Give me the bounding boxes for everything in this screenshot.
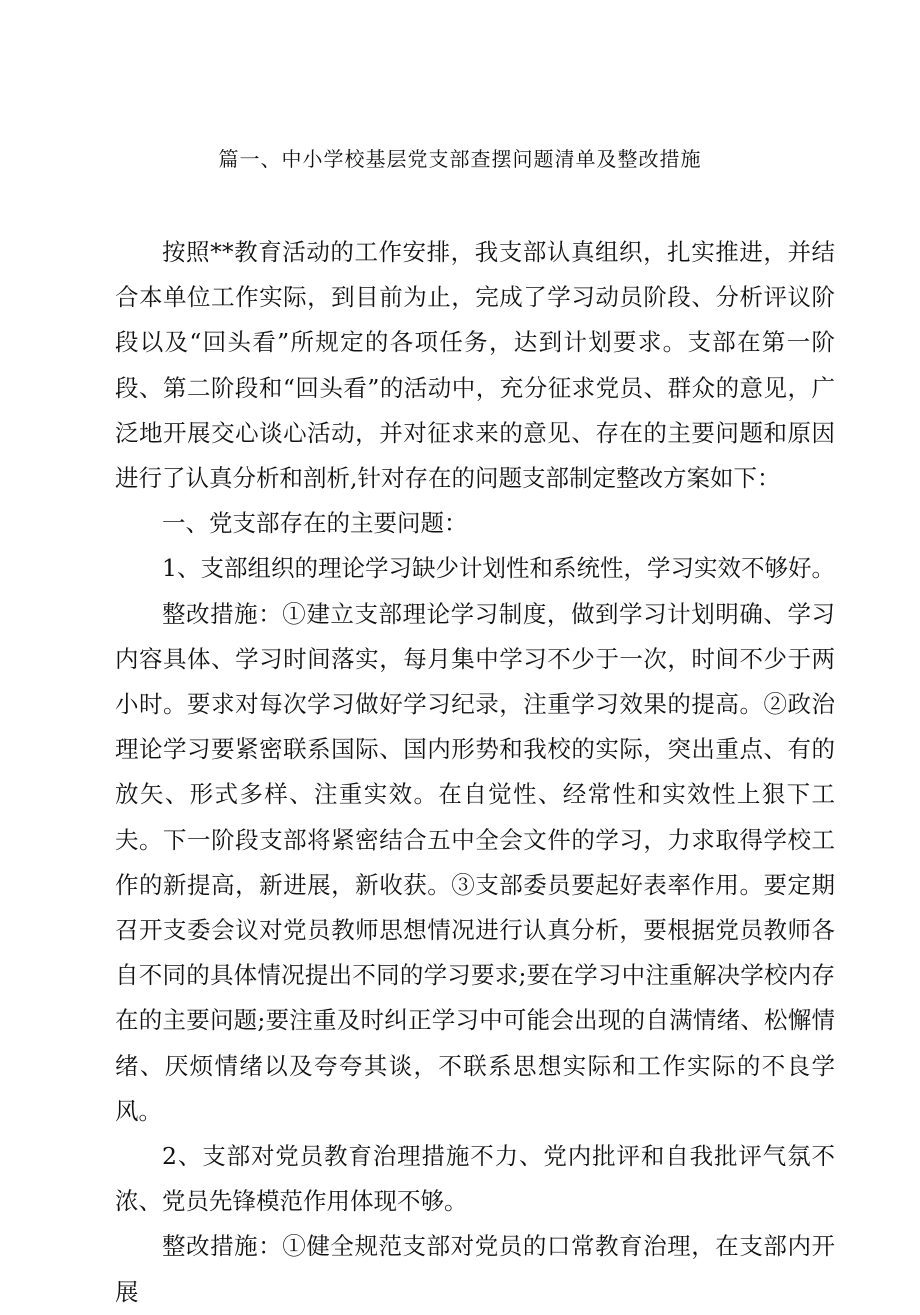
- document-title: 篇一、中小学校基层党支部查摆问题清单及整改措施: [218, 147, 702, 171]
- section-heading-problems: 一、党支部存在的主要问题：: [162, 509, 468, 538]
- measures-item-1: 整改措施：①建立支部理论学习制度，做到学习计划明确、学习内容具体、学习时间落实，每月集中学习不少于一次，时间不少于两小时。要求对每次学习做好学习纪录，注重学习效果的提高。②政治理论学习要紧密联系国际、国内形势和我校的实际，突出重点、有的放矢、形式多样、注重实效。在自觉性、经常性和实效性上狠下工夫。下一阶段支部将紧密结合五中全会文件的学习，力求取得学校工作的新提高，新进展，新收获。③支部委员要起好表率作用。要定期召开支委会议对党员教师思想情况进行认真分析，要根据党员教师各自不同的具体情况提出不同的学习要求;要在学习中注重解决学校内存在的主要问题;要注重及时纠正学习中可能会出现的自满情绪、松懈情绪、厌烦情绪以及夸夸其谈，不联系思想实际和工作实际的不良学风。: [115, 599, 835, 1125]
- paragraph-intro: 按照**教育活动的工作安排，我支部认真组织，扎实推进，并结合本单位工作实际，到目前为止，完成了学习动员阶段、分析评议阶段以及“回头看”所规定的各项任务，达到计划要求。支部在第一阶段、第二阶段和“回头看”的活动中，充分征求党员、群众的意见，广泛地开展交心谈心活动，并对征求来的意见、存在的主要问题和原因进行了认真分析和剖析,针对存在的问题支部制定整改方案如下：: [115, 238, 835, 493]
- problem-item-2: 2、支部对党员教育治理措施不力、党内批评和自我批评气氛不浓、党员先锋模范作用体现不够。: [115, 1142, 835, 1216]
- problem-item-1: 1、支部组织的理论学习缺少计划性和系统性，学习实效不够好。: [162, 554, 835, 583]
- measures-item-2: 整改措施：①健全规范支部对党员的口常教育治理，在支部内开展: [115, 1232, 835, 1306]
- document-body: [115, 230, 835, 1315]
